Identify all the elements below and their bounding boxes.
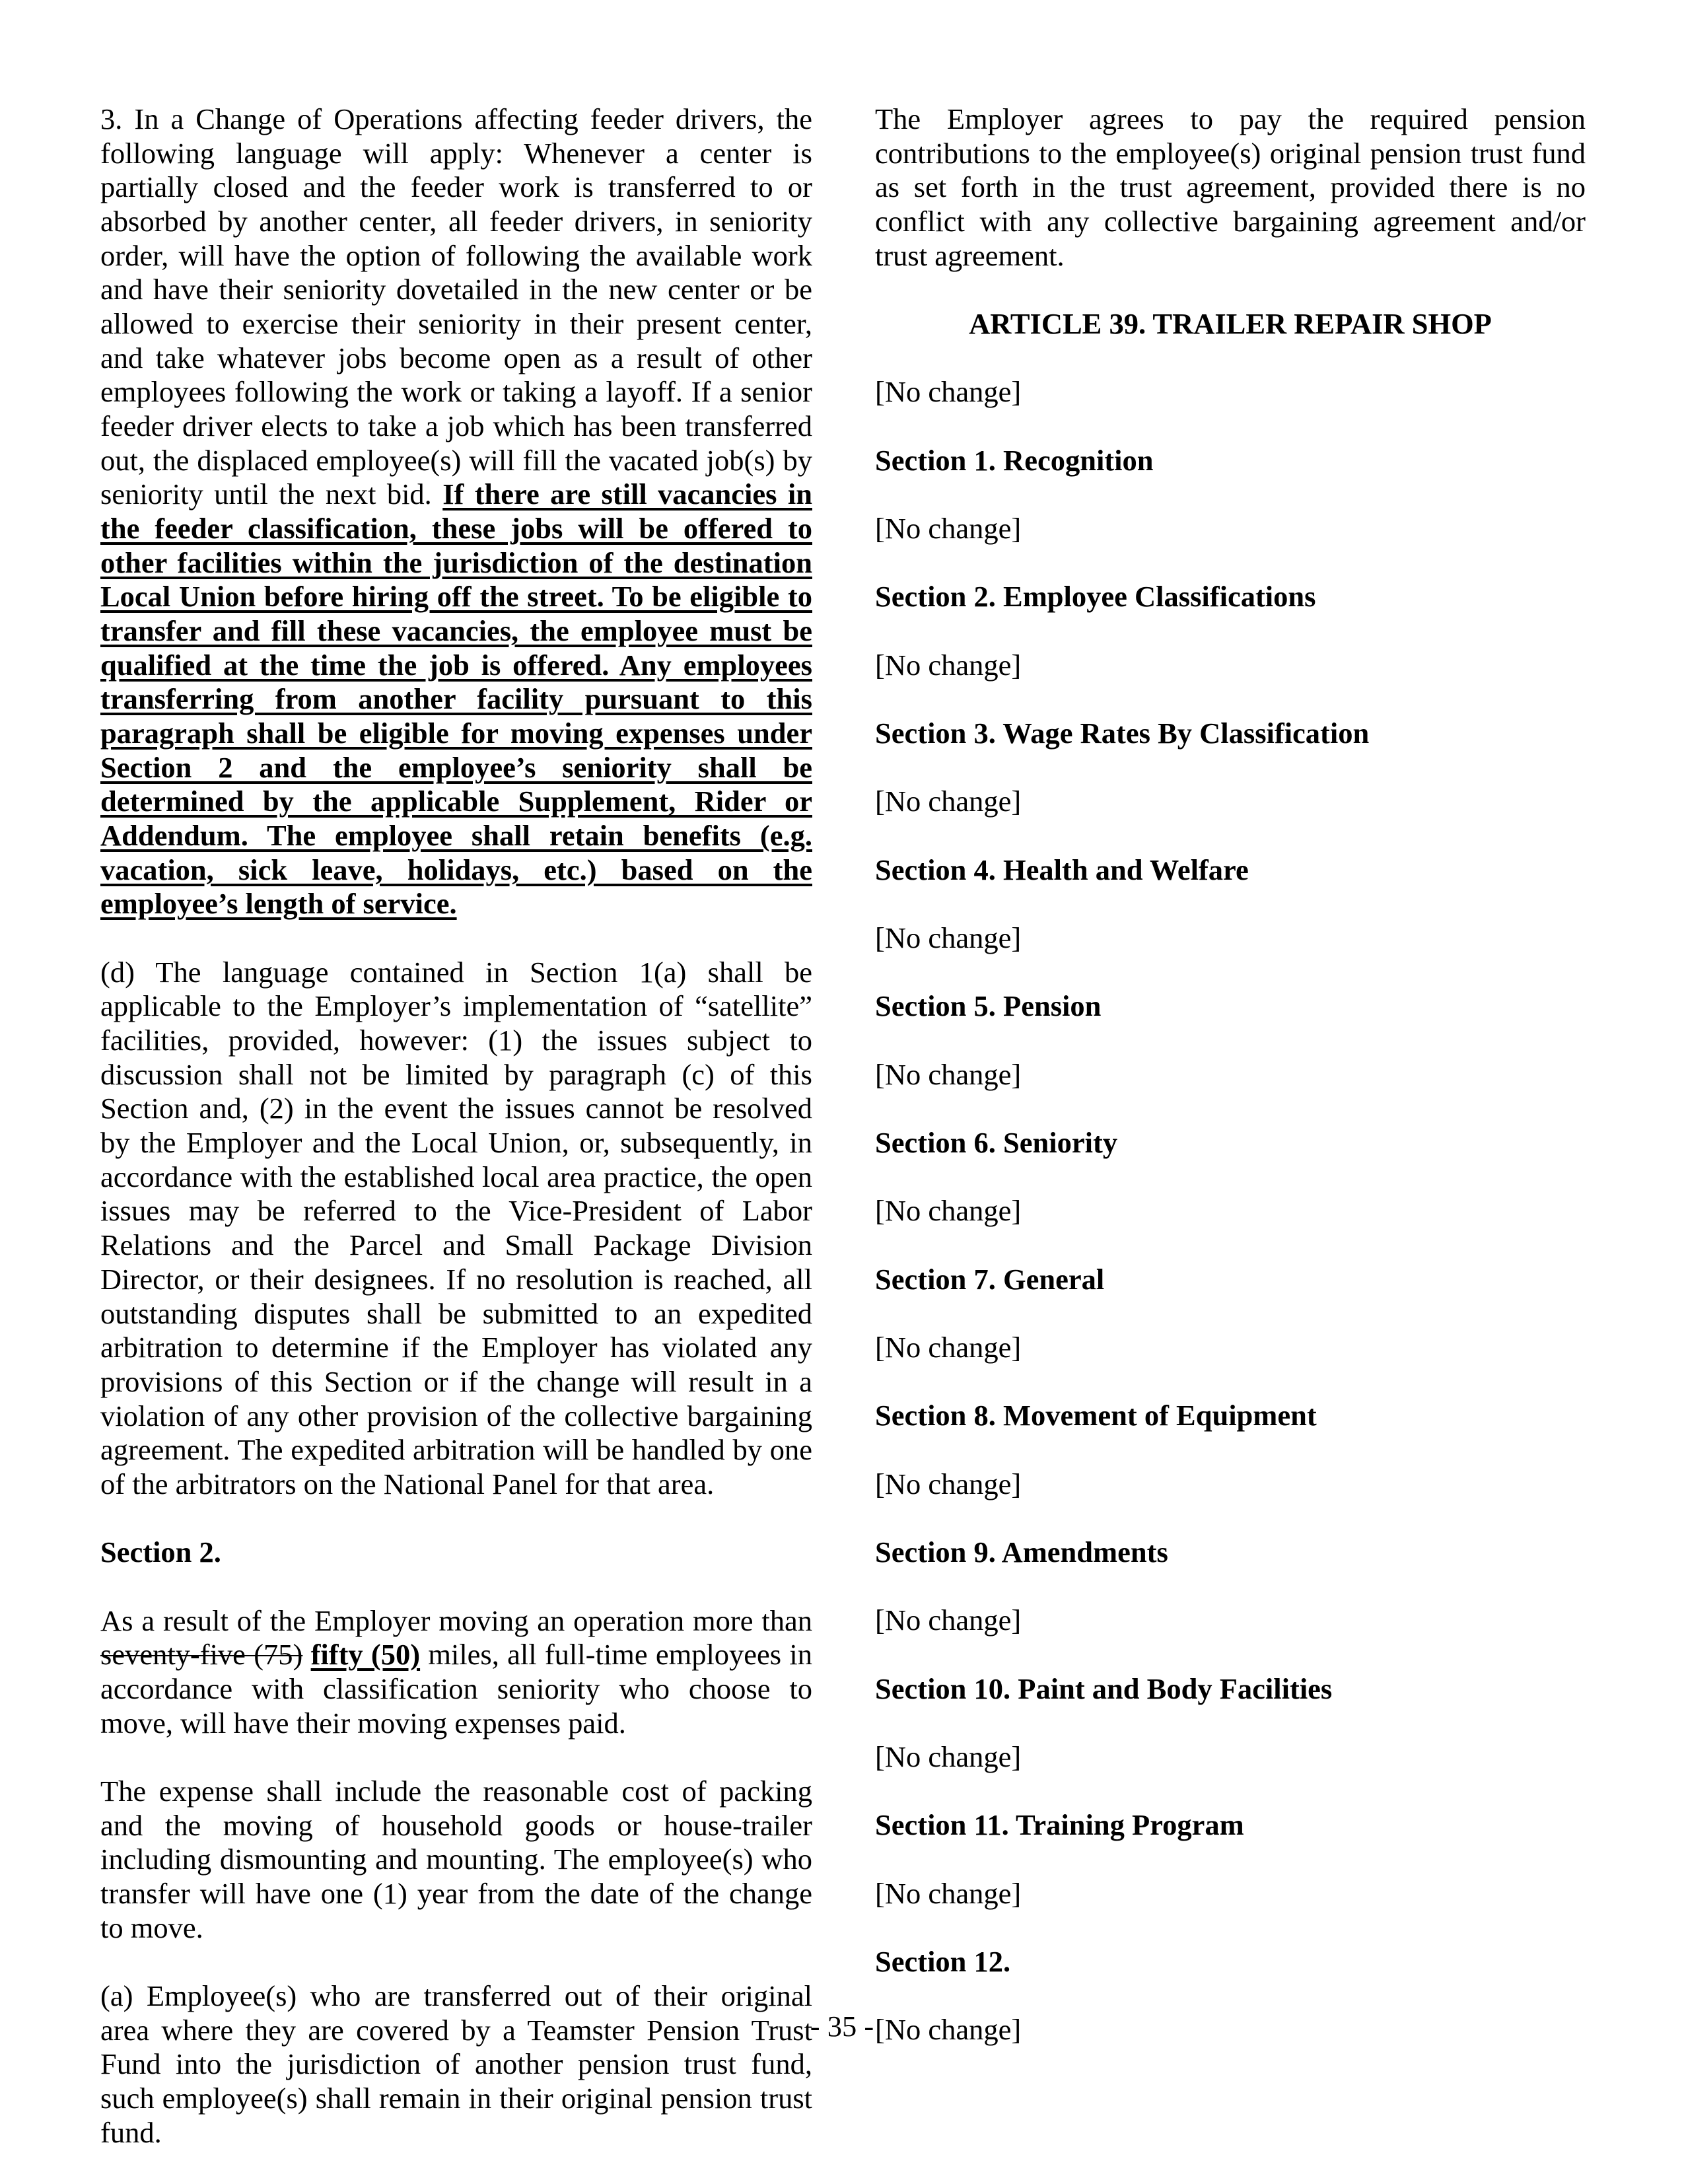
original-text: miles, all full-time employees in accordance with classification seniority who choose to move, will have their moving expenses paid. [100, 1638, 812, 1740]
section-7-heading: Section 7. General [875, 1262, 1105, 1296]
section-11-heading: Section 11. Training Program [875, 1808, 1244, 1842]
right-column [875, 102, 1586, 2082]
page-number: - 35 - [810, 2010, 874, 2043]
pension-transfer-paragraph: (a) Employee(s) who are transferred out of their original area where they are covered by a Teamster Pension Trust Fund into the jurisdiction of another pension trust fund, such employee(s) shall remain in their original pension trust fund. [100, 1979, 812, 2149]
section-6-heading: Section 6. Seniority [875, 1125, 1118, 1159]
amended-text-insertion: If there are still vacancies in the feeder classification, these jobs will be offered to other facilities within the jurisdiction of the destination Local Union before hiring off the street. To be eligible to transfer and fill these vacancies, the employee must be qualified at the time the job is offered. Any employees transferring from another facility pursuant to this paragraph shall be eligible for moving expenses under Section 2 and the employee’s seniority shall be determined by the applicable Supplement, Rider or Addendum. The employee shall retain benefits (e.g. vacation, sick leave, holidays, etc.) based on the employee’s length of service. [100, 477, 812, 921]
section-3-note: [No change] [875, 785, 1022, 818]
moving-expense-paragraph: The expense shall include the reasonable cost of packing and the moving of household goods or house-trailer including dismounting and mounting. The employee(s) who transfer will have one (1) year from the date of the change to move. [100, 1774, 812, 1944]
section-12-note: [No change] [875, 2013, 1022, 2047]
section-10-note: [No change] [875, 1740, 1022, 1773]
section-11-note: [No change] [875, 1876, 1022, 1910]
article-39-heading: ARTICLE 39. TRAILER REPAIR SHOP [969, 307, 1492, 341]
inserted-text: fifty (50) [310, 1638, 421, 1672]
original-text: As a result of the Employer moving an operation more than [100, 1603, 812, 1637]
section-7-note: [No change] [875, 1330, 1022, 1364]
section-9-heading: Section 9. Amendments [875, 1535, 1168, 1568]
pension-contributions-paragraph: The Employer agrees to pay the required pension contributions to the employee(s) original pension trust fund as set forth in the trust agreement, provided there is no conflict with any collective bargaining agreement and/or trust agreement. [875, 102, 1586, 272]
section-6-note: [No change] [875, 1194, 1022, 1228]
section-4-note: [No change] [875, 921, 1022, 954]
section-8-note: [No change] [875, 1467, 1022, 1500]
section-2-heading: Section 2. [100, 1535, 221, 1569]
section-2-note: [No change] [875, 648, 1022, 682]
section-8-heading: Section 8. Movement of Equipment [875, 1399, 1317, 1432]
section-5-note: [No change] [875, 1057, 1022, 1091]
section-2-heading: Section 2. Employee Classifications [875, 580, 1316, 614]
moving-operation-paragraph [100, 1604, 812, 1741]
section-4-heading: Section 4. Health and Welfare [875, 853, 1249, 886]
article-39-note: [No change] [875, 375, 1022, 409]
section-1-heading: Section 1. Recognition [875, 443, 1154, 477]
original-text: 3. In a Change of Operations affecting feeder drivers, the following language will apply: Whenever a center is partially closed and the feeder work is transferred to or absorbed by another center, all feeder drivers, in seniority order, will have the option of following the available work and have their seniority dovetailed in the new center or be allowed to exercise their seniority in their present center, and take whatever jobs become open as a result of other employees following the work or taking a layoff. If a senior feeder driver elects to take a job which has been transferred out, the displaced employee(s) will fill the vacated job(s) by seniority until the next bid. [100, 102, 812, 511]
left-column [100, 102, 812, 2184]
section-5-heading: Section 5. Pension [875, 989, 1102, 1023]
section-9-note: [No change] [875, 1603, 1022, 1637]
satellite-facilities-paragraph: (d) The language contained in Section 1(a) shall be applicable to the Employer’s implementation of “satellite” facilities, provided, however: (1) the issues subject to discussion shall not be limited by paragraph (c) of this Section and, (2) in the event the issues cannot be resolved by the Employer and the Local Union, or, subsequently, in accordance with the established local area practice, the open issues may be referred to the Vice-President of Labor Relations and the Parcel and Small Package Division Director, or their designees. If no resolution is reached, all outstanding disputes shall be submitted to an expedited arbitration to determine if the Employer has violated any provisions of this Section or if the change will result in a violation of any other provision of the collective bargaining agreement. The expedited arbitration will be handled by one of the arbitrators on the National Panel for that area. [100, 955, 812, 1500]
section-12-heading: Section 12. [875, 1944, 1011, 1978]
section-1-note: [No change] [875, 512, 1022, 545]
deleted-text: seventy-five (75) [100, 1638, 303, 1672]
section-3-heading: Section 3. Wage Rates By Classification [875, 716, 1370, 750]
section-10-heading: Section 10. Paint and Body Facilities [875, 1672, 1333, 1705]
change-of-operations-paragraph [100, 102, 812, 921]
